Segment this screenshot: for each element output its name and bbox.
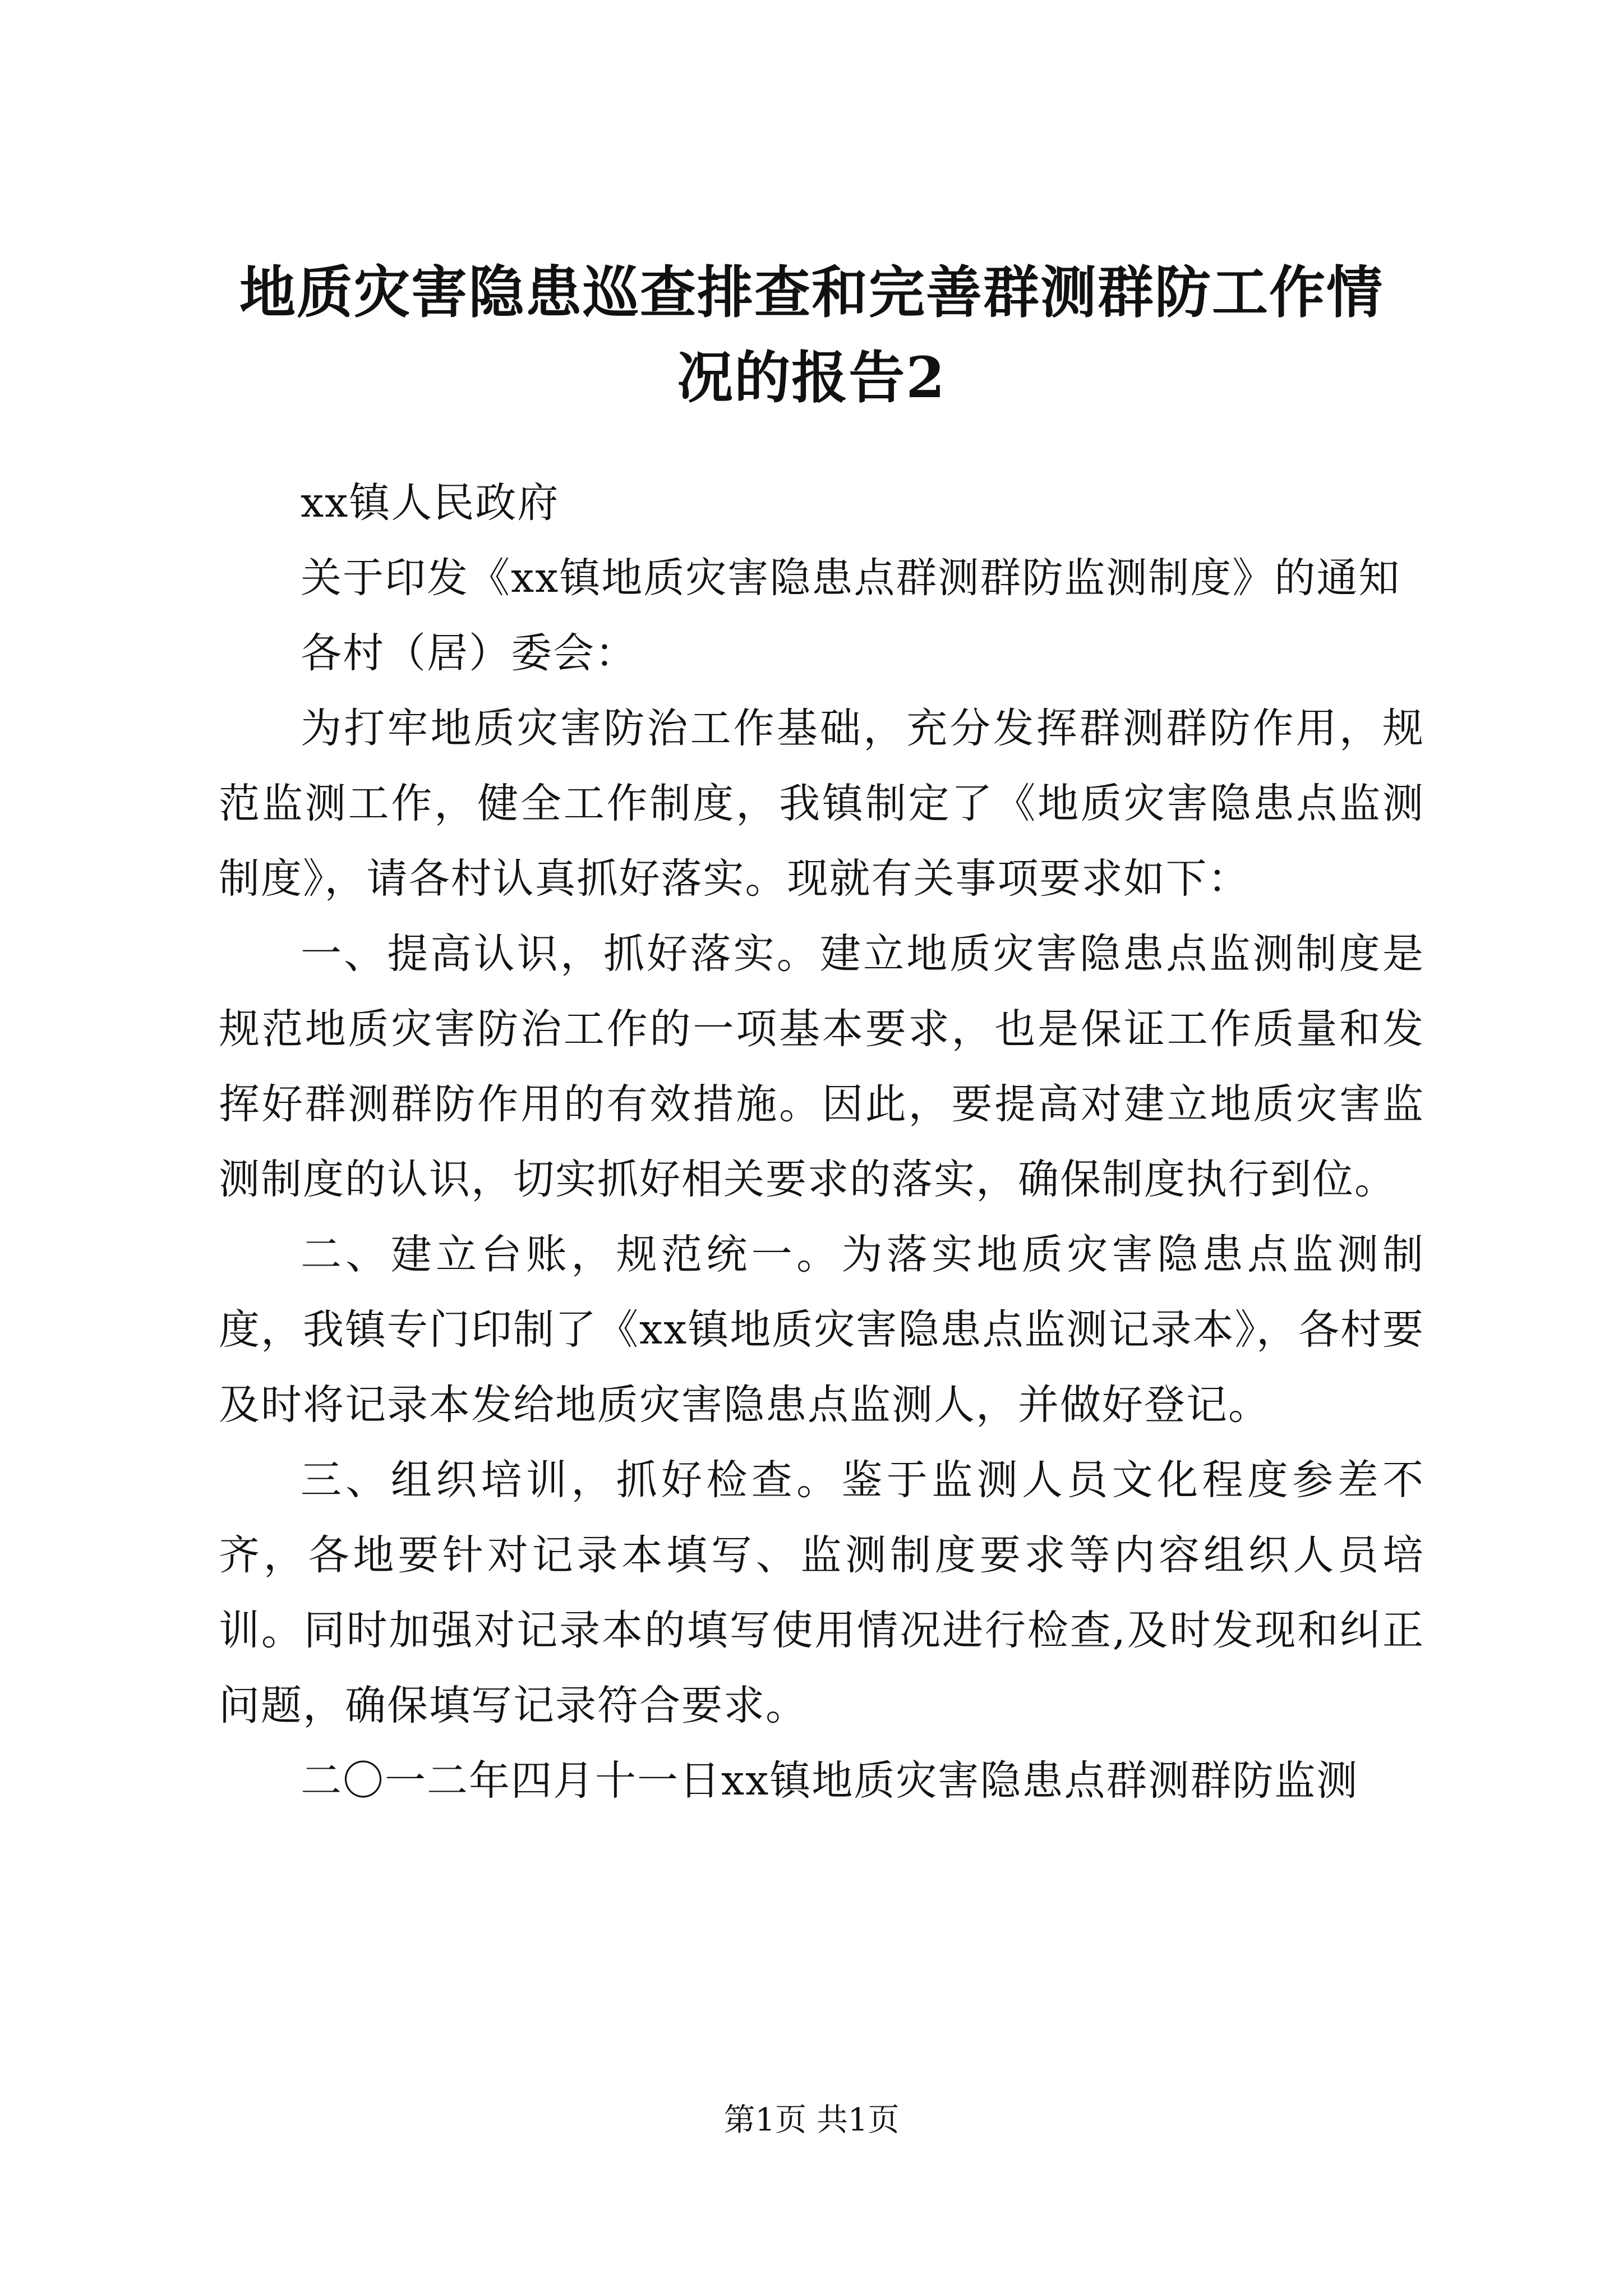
intro-paragraph: 为打牢地质灾害防治工作基础，充分发挥群测群防作用，规范监测工作，健全工作制度，我镇制定了《地质灾害隐患点监测制度》，请各村认真抓好落实。现就有关事项要求如下： [219, 705, 1424, 903]
issuer-line: xx镇人民政府 [301, 479, 560, 527]
date-line: 二〇一二年四月十一日xx镇地质灾害隐患点群测群防监测 [301, 1757, 1359, 1805]
document-body [219, 466, 1424, 1819]
page-footer: 第1页 共1页 [723, 2102, 900, 2138]
section-one-paragraph: 一、提高认识，抓好落实。建立地质灾害隐患点监测制度是规范地质灾害防治工作的一项基本要求，也是保证工作质量和发挥好群测群防作用的有效措施。因此，要提高对建立地质灾害监测制度的认识，切实抓好相关要求的落实，确保制度执行到位。 [219, 930, 1424, 1203]
section-three-paragraph: 三、组织培训，抓好检查。鉴于监测人员文化程度参差不齐，各地要针对记录本填写、监测制度要求等内容组织人员培训。同时加强对记录本的填写使用情况进行检查,及时发现和纠正问题，确保填写记录符合要求。 [219, 1456, 1424, 1729]
document-title: 地质灾害隐患巡查排查和完善群测群防工作情况的报告2 [239, 259, 1384, 411]
salutation: 各村（居）委会： [301, 629, 637, 677]
notice-subject: 关于印发《xx镇地质灾害隐患点群测群防监测制度》的通知 [301, 554, 1401, 602]
section-two-paragraph: 二、建立台账，规范统一。为落实地质灾害隐患点监测制度，我镇专门印制了《xx镇地质灾害隐患点监测记录本》，各村要及时将记录本发给地质灾害隐患点监测人，并做好登记。 [219, 1231, 1424, 1429]
